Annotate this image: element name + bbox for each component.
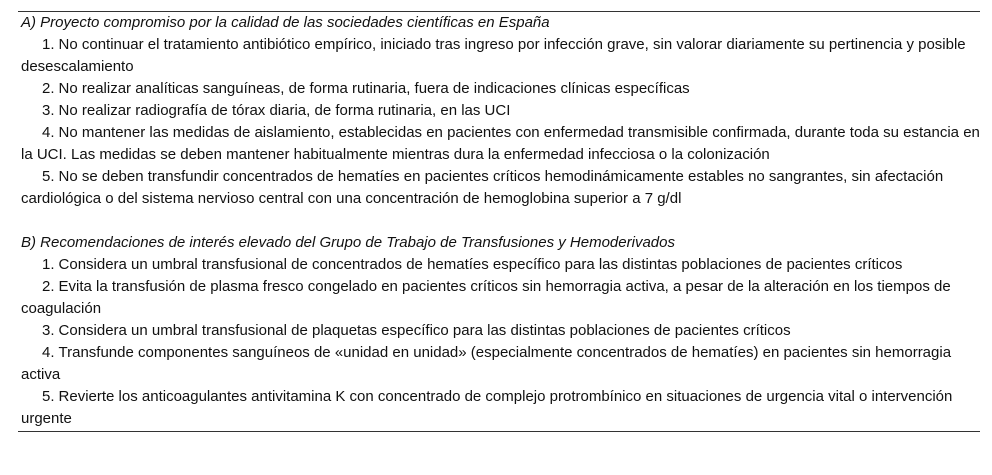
item-number: 5. bbox=[42, 168, 55, 185]
list-item bbox=[21, 78, 980, 100]
list-item bbox=[21, 386, 980, 430]
item-number: 4. bbox=[42, 124, 55, 141]
item-text: No mantener las medidas de aislamiento, establecidas en pacientes con enfermedad transmisible confirmada, durante toda su estancia en la UCI. Las medidas se deben mantener habitualmente mientras dura la enfermedad infecciosa o la colonización bbox=[21, 124, 980, 163]
section-b bbox=[21, 232, 980, 430]
list-item bbox=[21, 122, 980, 166]
item-text: No realizar radiografía de tórax diaria, de forma rutinaria, en las UCI bbox=[58, 102, 511, 119]
list-item bbox=[21, 100, 980, 122]
recommendations-table bbox=[18, 11, 980, 432]
list-item bbox=[21, 34, 980, 78]
item-number: 3. bbox=[42, 102, 55, 119]
section-a bbox=[21, 12, 980, 210]
section-a-heading: A) Proyecto compromiso por la calidad de las sociedades científicas en España bbox=[21, 14, 550, 31]
section-b-heading: B) Recomendaciones de interés elevado del Grupo de Trabajo de Transfusiones y Hemoderivados bbox=[21, 234, 675, 251]
item-text: No realizar analíticas sanguíneas, de forma rutinaria, fuera de indicaciones clínicas específicas bbox=[58, 80, 690, 97]
item-text: No se deben transfundir concentrados de hematíes en pacientes críticos hemodinámicamente estables no sangrantes, sin afectación cardiológica o del sistema nervioso central con una concentración de hemoglobina superior a 7 g/dl bbox=[21, 168, 944, 207]
list-item bbox=[21, 254, 980, 276]
item-text: Evita la transfusión de plasma fresco congelado en pacientes críticos sin hemorragia activa, a pesar de la alteración en los tiempos de coagulación bbox=[21, 278, 951, 317]
list-item bbox=[21, 342, 980, 386]
list-item bbox=[21, 276, 980, 320]
item-text: Revierte los anticoagulantes antivitamina K con concentrado de complejo protrombínico en situaciones de urgencia vital o intervención urgente bbox=[21, 388, 953, 427]
item-text: Considera un umbral transfusional de plaquetas específico para las distintas poblaciones de pacientes críticos bbox=[58, 322, 791, 339]
item-text: Considera un umbral transfusional de concentrados de hematíes específico para las distintas poblaciones de pacientes críticos bbox=[58, 256, 903, 273]
item-number: 3. bbox=[42, 322, 55, 339]
item-number: 1. bbox=[42, 256, 55, 273]
item-number: 4. bbox=[42, 344, 55, 361]
list-item bbox=[21, 166, 980, 210]
item-number: 1. bbox=[42, 36, 55, 53]
item-number: 2. bbox=[42, 278, 55, 295]
list-item bbox=[21, 320, 980, 342]
item-number: 2. bbox=[42, 80, 55, 97]
item-text: Transfunde componentes sanguíneos de «unidad en unidad» (especialmente concentrados de hematíes) en pacientes sin hemorragia activa bbox=[21, 344, 952, 383]
item-number: 5. bbox=[42, 388, 55, 405]
item-text: No continuar el tratamiento antibiótico empírico, iniciado tras ingreso por infección grave, sin valorar diariamente su pertinencia y posible desescalamiento bbox=[21, 36, 966, 75]
